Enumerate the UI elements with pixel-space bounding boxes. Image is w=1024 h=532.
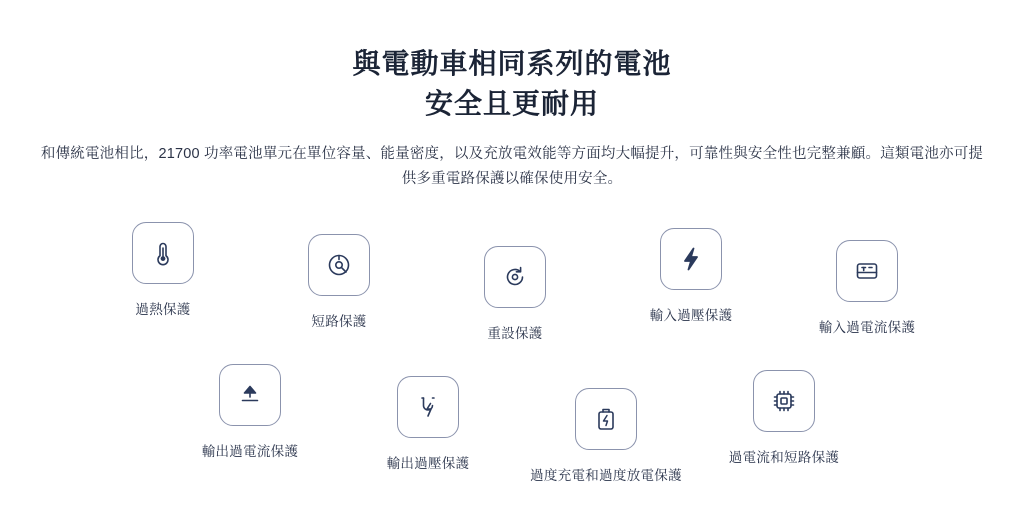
feature-label: 重設保護 [487, 326, 543, 342]
output-current-icon [219, 364, 281, 426]
thermometer-icon [132, 222, 194, 284]
fuse-icon [836, 240, 898, 302]
feature-item-overheat [87, 222, 239, 318]
feature-label: 輸入過電流保護 [818, 320, 916, 336]
lightning-bolt-icon [660, 228, 722, 290]
feature-item-input-overcurrent [791, 240, 943, 336]
page-description: 和傳統電池相比，21700 功率電池單元在單位容量、能量密度，以及充放電效能等方面均大幅提升，可靠性與安全性也完整兼顧。這類電池亦可提供多重電路保護以確保使用安全。 [40, 145, 984, 187]
feature-row-2 [0, 364, 1024, 484]
chip-icon [753, 370, 815, 432]
page-title-line-2: 安全且更耐用 [424, 87, 599, 119]
feature-label: 過熱保護 [135, 302, 191, 318]
output-voltage-icon [397, 376, 459, 438]
feature-label: 過度充電和過度放電保護 [530, 468, 682, 484]
feature-row-1 [0, 222, 1024, 342]
feature-label: 輸入過壓保護 [649, 308, 733, 324]
feature-item-short-circuit [263, 234, 415, 330]
page-title-line-1: 與電動車相同系列的電池 [352, 48, 672, 79]
feature-item-output-overcurrent [174, 364, 326, 460]
feature-label: 輸出過電流保護 [201, 444, 299, 460]
page-title [0, 0, 1024, 124]
feature-label: 過電流和短路保護 [728, 450, 840, 466]
feature-label: 短路保護 [311, 314, 367, 330]
feature-item-overcurrent-short [708, 370, 860, 466]
feature-item-overcharge-discharge [530, 388, 682, 484]
feature-grid [0, 222, 1024, 484]
reset-icon [484, 246, 546, 308]
feature-item-output-overvoltage [352, 376, 504, 472]
battery-bolt-icon [575, 388, 637, 450]
feature-item-reset [439, 246, 591, 342]
feature-item-input-overvoltage [615, 228, 767, 324]
short-circuit-icon [308, 234, 370, 296]
feature-label: 輸出過壓保護 [386, 456, 470, 472]
